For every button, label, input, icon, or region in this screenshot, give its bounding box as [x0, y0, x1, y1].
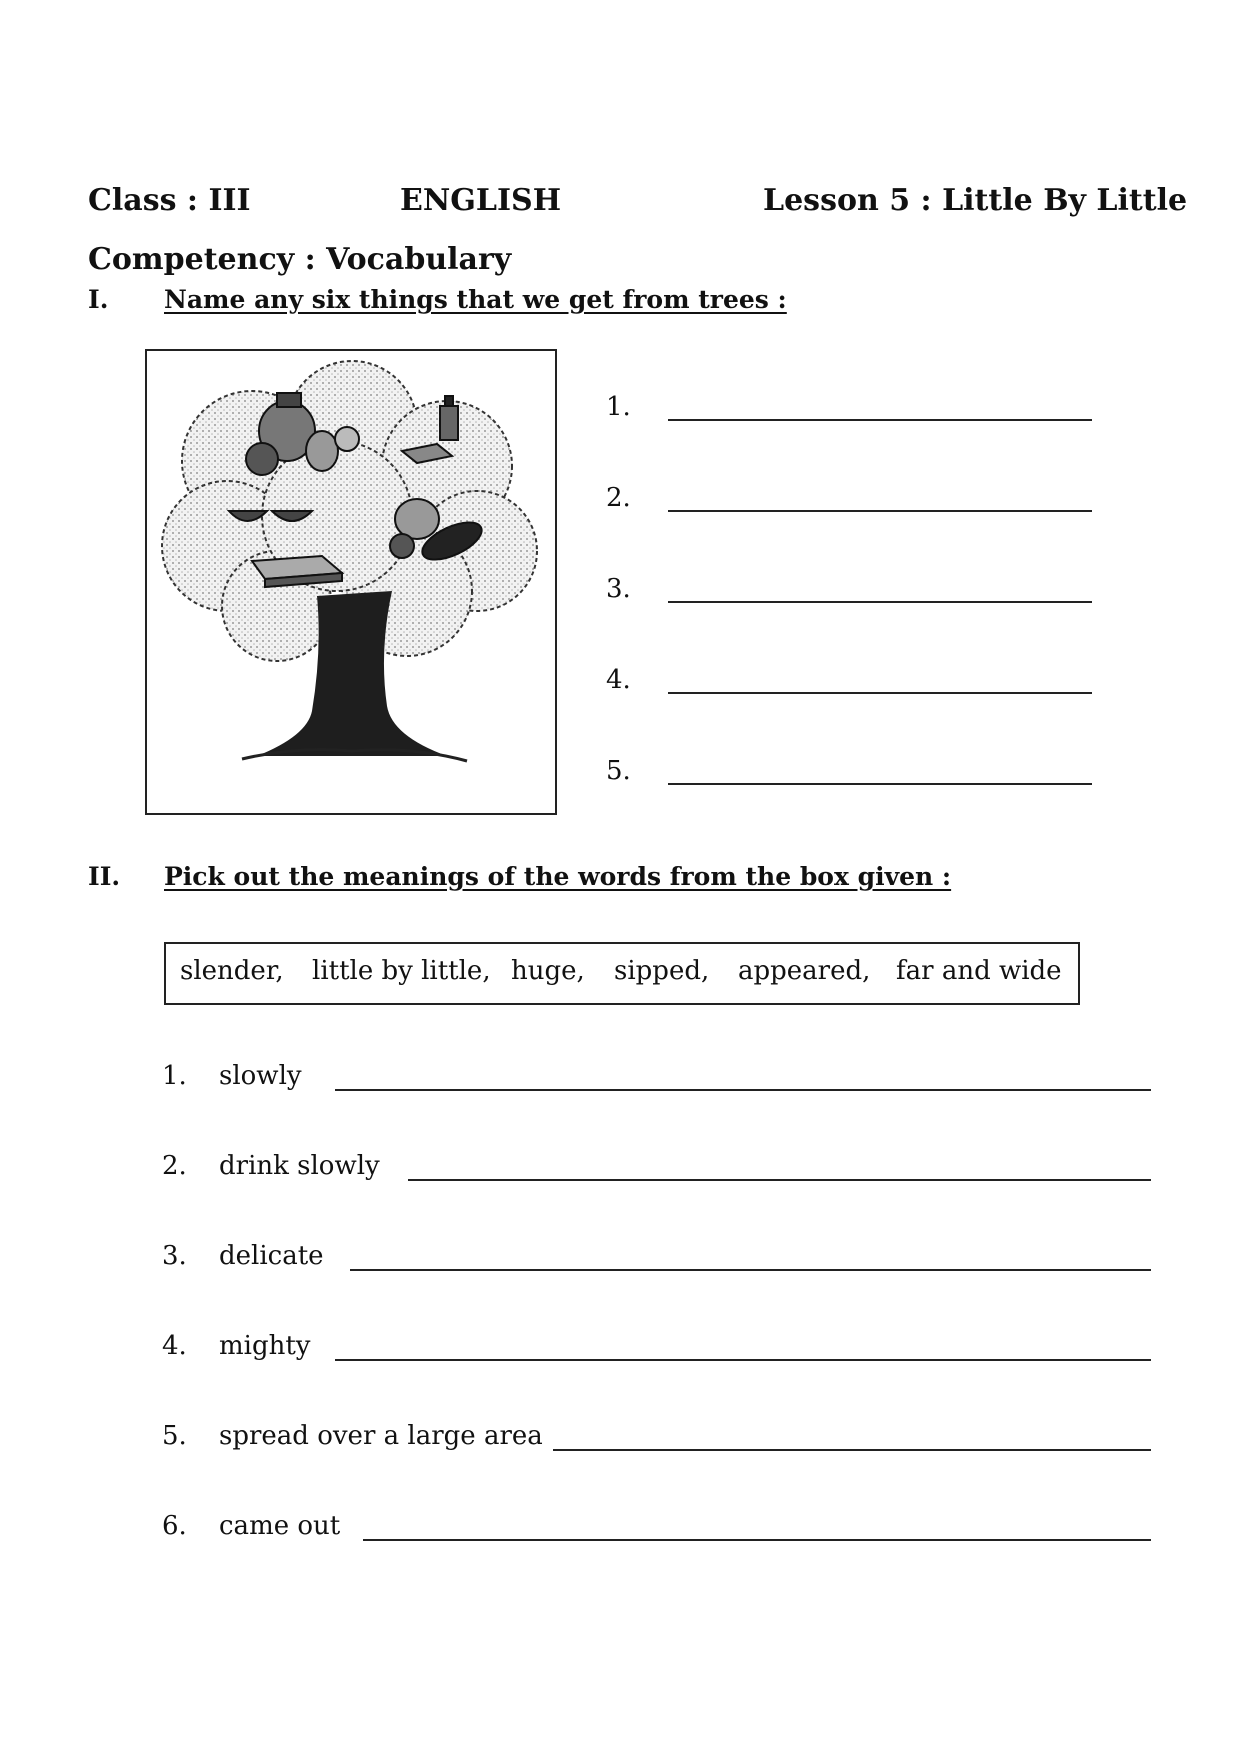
subject-title: ENGLISH — [400, 183, 562, 218]
word-option-1: slender, — [180, 956, 284, 986]
meaning-number-5: 5. — [162, 1421, 187, 1451]
section-2-number: II. — [88, 862, 121, 891]
meaning-label-6: came out — [219, 1511, 341, 1541]
answer-number-4: 4. — [606, 665, 631, 695]
meaning-number-2: 2. — [162, 1151, 187, 1181]
lesson-title: Lesson 5 : Little By Little — [763, 183, 1188, 218]
tree-illustration — [145, 349, 557, 815]
answer-line-5[interactable] — [668, 783, 1092, 785]
answer-number-3: 3. — [606, 574, 631, 604]
answer-line-3[interactable] — [668, 601, 1092, 603]
meaning-answer-line-5[interactable] — [553, 1449, 1151, 1451]
meaning-answer-line-2[interactable] — [408, 1179, 1151, 1181]
meaning-number-6: 6. — [162, 1511, 187, 1541]
meaning-answer-line-4[interactable] — [335, 1359, 1151, 1361]
class-label: Class : III — [88, 183, 251, 218]
word-option-6: far and wide — [896, 956, 1062, 986]
word-option-5: appeared, — [738, 956, 871, 986]
meaning-number-1: 1. — [162, 1061, 187, 1091]
meaning-label-5: spread over a large area — [219, 1421, 543, 1451]
answer-number-1: 1. — [606, 392, 631, 422]
meaning-answer-line-6[interactable] — [363, 1539, 1151, 1541]
word-option-2: little by little, — [312, 956, 491, 986]
answer-number-2: 2. — [606, 483, 631, 513]
meaning-answer-line-3[interactable] — [350, 1269, 1151, 1271]
answer-line-4[interactable] — [668, 692, 1092, 694]
word-box — [164, 942, 1080, 1005]
answer-number-5: 5. — [606, 756, 631, 786]
word-option-4: sipped, — [614, 956, 710, 986]
tree-icon — [147, 351, 555, 813]
answer-line-2[interactable] — [668, 510, 1092, 512]
meaning-number-4: 4. — [162, 1331, 187, 1361]
meaning-label-3: delicate — [219, 1241, 324, 1271]
meaning-number-3: 3. — [162, 1241, 187, 1271]
meaning-label-2: drink slowly — [219, 1151, 380, 1181]
section-1-number: I. — [88, 285, 109, 314]
word-option-3: huge, — [511, 956, 585, 986]
meaning-label-4: mighty — [219, 1331, 311, 1361]
meaning-label-1: slowly — [219, 1061, 302, 1091]
meaning-answer-line-1[interactable] — [335, 1089, 1151, 1091]
section-2-title: Pick out the meanings of the words from the box given : — [164, 862, 952, 891]
section-1-title: Name any six things that we get from trees : — [164, 285, 787, 314]
competency-label: Competency : Vocabulary — [88, 242, 512, 277]
answer-line-1[interactable] — [668, 419, 1092, 421]
